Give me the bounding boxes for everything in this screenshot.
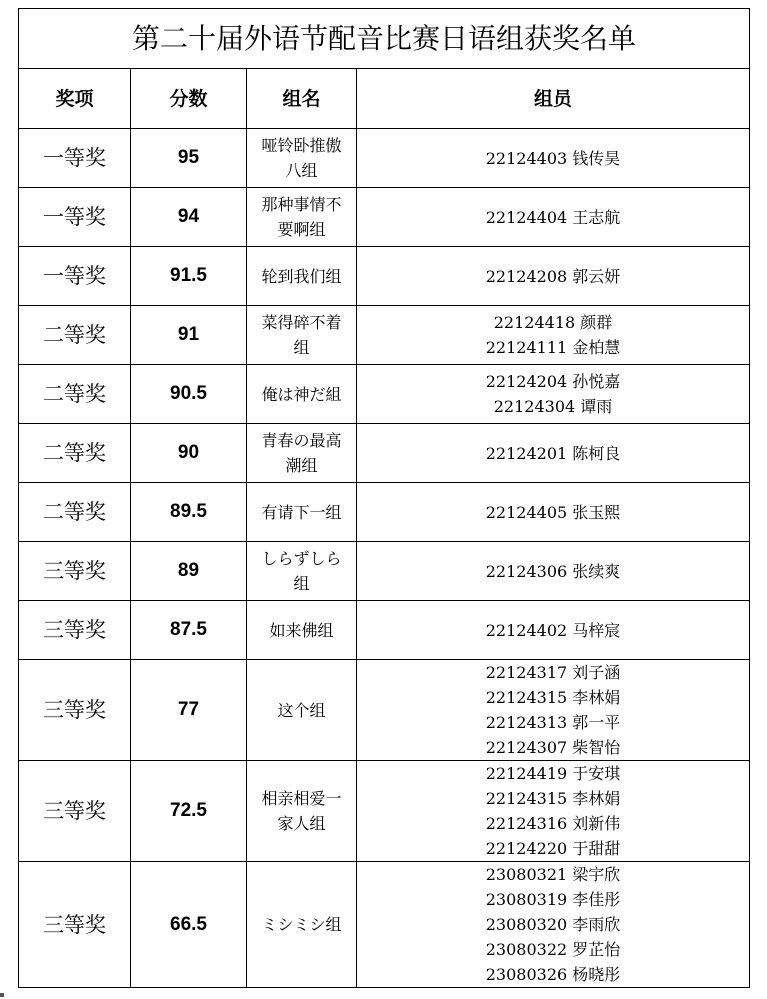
members-cell [357, 129, 750, 188]
member-entry: 22124304 谭雨 [493, 397, 613, 416]
team-cell: 俺は神だ組 [247, 365, 357, 424]
member-entry: 22124419 于安琪 [485, 764, 621, 783]
award-cell: 二等奖 [19, 306, 131, 365]
team-cell: 这个组 [247, 660, 357, 761]
team-cell: ミシミシ组 [247, 862, 357, 988]
score-cell: 89 [131, 542, 247, 601]
member-entry: 22124315 李林娟 [485, 789, 621, 808]
column-header-members: 组员 [357, 69, 750, 129]
table-row [19, 660, 750, 761]
score-cell: 90 [131, 424, 247, 483]
team-cell: 那种事情不要啊组 [247, 188, 357, 247]
member-entry: 22124204 孙悦嘉 [485, 372, 621, 391]
title-row [19, 9, 750, 69]
award-cell: 三等奖 [19, 601, 131, 660]
column-header-score: 分数 [131, 69, 247, 129]
member-entry: 22124306 张续爽 [485, 561, 621, 581]
member-entry: 23080320 李雨欣 [485, 915, 621, 934]
score-cell: 87.5 [131, 601, 247, 660]
member-entry: 22124418 颜群 [493, 313, 613, 332]
table-row [19, 247, 750, 306]
members-cell [357, 188, 750, 247]
member-entry: 22124402 马梓宸 [485, 620, 621, 640]
member-entry: 22124315 李林娟 [485, 688, 621, 707]
score-cell: 91.5 [131, 247, 247, 306]
table-row [19, 862, 750, 988]
award-cell: 二等奖 [19, 483, 131, 542]
table-row [19, 601, 750, 660]
score-cell: 94 [131, 188, 247, 247]
members-cell [357, 660, 750, 761]
award-cell: 三等奖 [19, 660, 131, 761]
members-cell [357, 601, 750, 660]
score-cell: 77 [131, 660, 247, 761]
corner-mark [0, 993, 4, 997]
score-cell: 90.5 [131, 365, 247, 424]
member-entry: 22124316 刘新伟 [485, 814, 621, 833]
award-cell: 一等奖 [19, 188, 131, 247]
team-cell: しらずしら组 [247, 542, 357, 601]
member-entry: 23080321 梁宇欣 [485, 865, 621, 884]
column-header-award: 奖项 [19, 69, 131, 129]
page-title: 第二十届外语节配音比赛日语组获奖名单 [19, 9, 750, 69]
award-cell: 一等奖 [19, 247, 131, 306]
member-entry: 22124220 于甜甜 [485, 839, 621, 858]
member-entry: 23080322 罗芷怡 [485, 940, 621, 959]
member-entry: 22124111 金柏慧 [485, 338, 621, 357]
members-cell [357, 424, 750, 483]
table-row [19, 424, 750, 483]
award-cell: 三等奖 [19, 542, 131, 601]
members-cell [357, 862, 750, 988]
member-entry: 22124313 郭一平 [485, 713, 621, 732]
member-entry: 22124201 陈柯良 [485, 443, 621, 463]
column-header-team: 组名 [247, 69, 357, 129]
award-cell: 二等奖 [19, 365, 131, 424]
table-row [19, 365, 750, 424]
members-cell [357, 365, 750, 424]
table-row [19, 306, 750, 365]
member-entry: 23080326 杨晓彤 [485, 965, 621, 984]
team-cell: 有请下一组 [247, 483, 357, 542]
table-row [19, 761, 750, 862]
member-entry: 22124403 钱传昊 [485, 148, 621, 168]
member-entry: 22124317 刘子涵 [485, 663, 621, 682]
score-cell: 89.5 [131, 483, 247, 542]
award-cell: 三等奖 [19, 862, 131, 988]
members-cell [357, 542, 750, 601]
team-cell: 相亲相爱一家人组 [247, 761, 357, 862]
members-cell [357, 306, 750, 365]
score-cell: 95 [131, 129, 247, 188]
award-list-table [18, 8, 750, 988]
member-entry: 22124208 郭云妍 [485, 266, 621, 286]
award-cell: 三等奖 [19, 761, 131, 862]
table-row [19, 542, 750, 601]
member-entry: 23080319 李佳彤 [485, 890, 621, 909]
table-row [19, 483, 750, 542]
team-cell: 青春の最高潮组 [247, 424, 357, 483]
team-cell: 轮到我们组 [247, 247, 357, 306]
score-cell: 91 [131, 306, 247, 365]
header-row [19, 69, 750, 129]
members-cell [357, 761, 750, 862]
member-entry: 22124404 王志航 [485, 207, 621, 227]
award-cell: 一等奖 [19, 129, 131, 188]
member-entry: 22124405 张玉熙 [485, 502, 621, 522]
award-cell: 二等奖 [19, 424, 131, 483]
member-entry: 22124307 柴智怡 [485, 738, 621, 757]
members-cell [357, 247, 750, 306]
team-cell: 菜得碎不着组 [247, 306, 357, 365]
score-cell: 66.5 [131, 862, 247, 988]
team-cell: 哑铃卧推傲八组 [247, 129, 357, 188]
table-row [19, 188, 750, 247]
team-cell: 如来佛组 [247, 601, 357, 660]
members-cell [357, 483, 750, 542]
table-row [19, 129, 750, 188]
score-cell: 72.5 [131, 761, 247, 862]
